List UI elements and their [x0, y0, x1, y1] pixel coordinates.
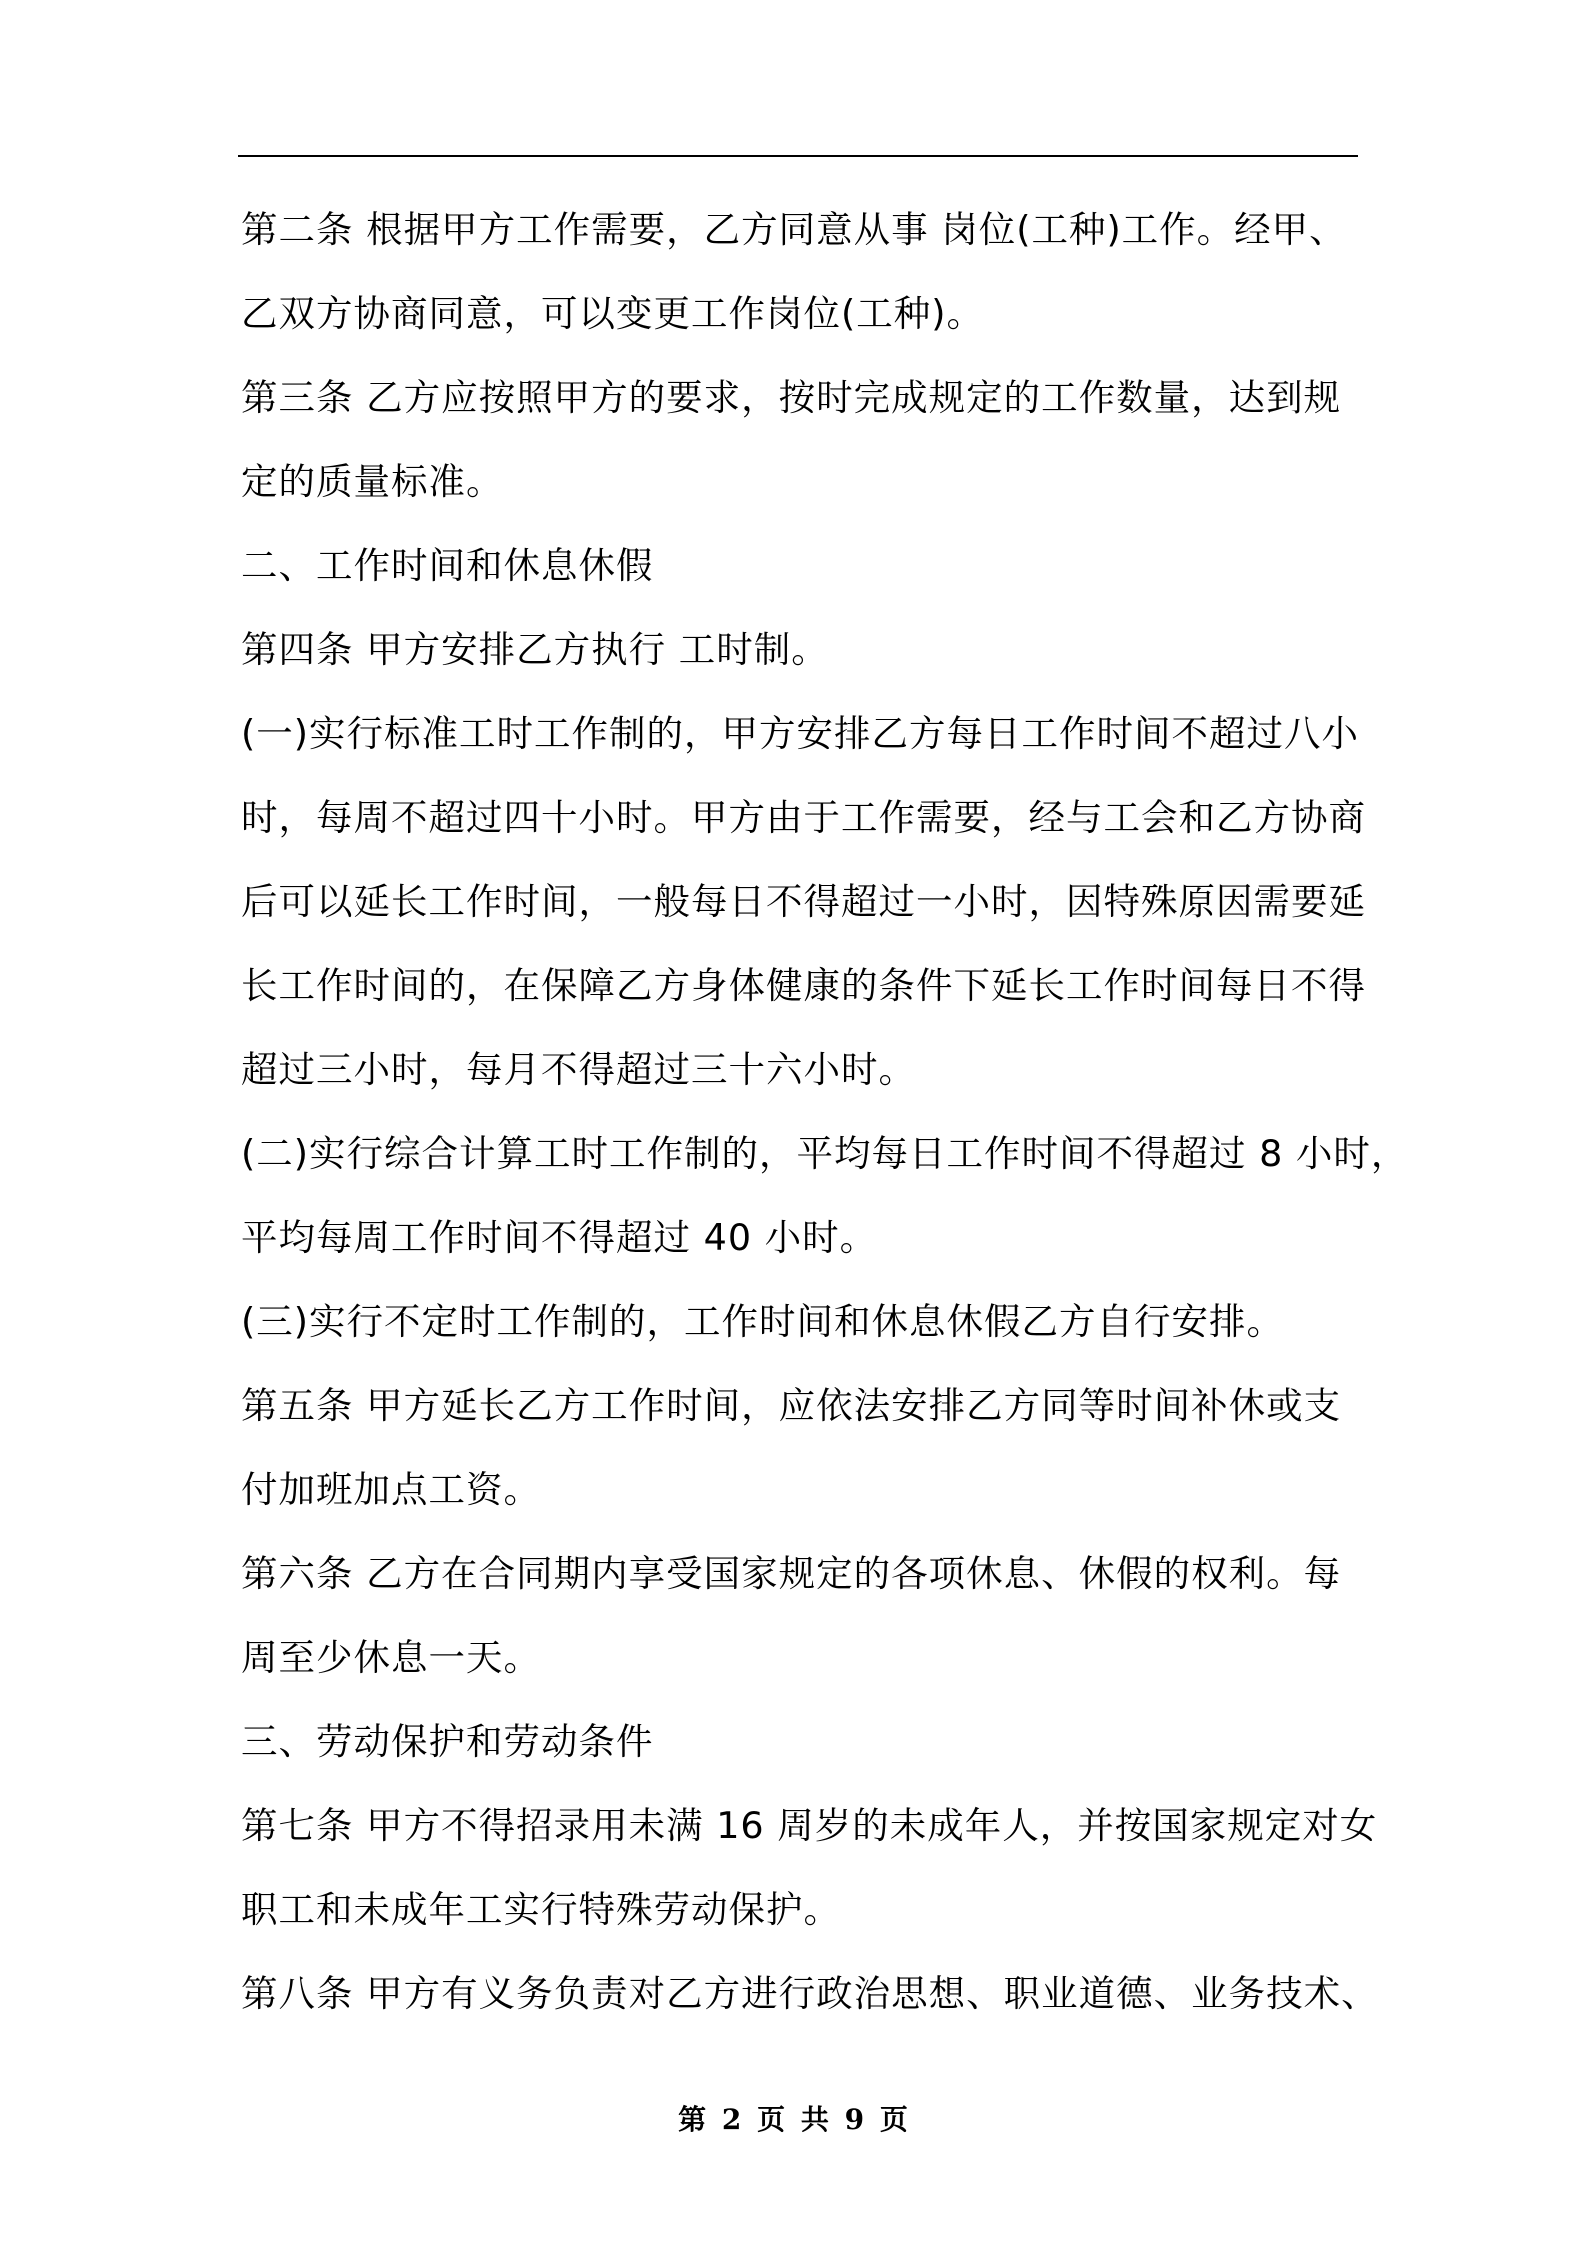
text-line: 第七条 甲方不得招录用未满 16 周岁的未成年人，并按国家规定对女 — [241, 1804, 1378, 1847]
text-line: 定的质量标准。 — [241, 460, 504, 503]
article-8 — [241, 1952, 1379, 2036]
text-line: 第六条 乙方在合同期内享受国家规定的各项休息、休假的权利。每 — [241, 1552, 1342, 1595]
text-line: (二)实行综合计算工时工作制的，平均每日工作时间不得超过 8 小时， — [241, 1132, 1409, 1175]
article-2 — [241, 188, 1371, 356]
text-line: 付加班加点工资。 — [241, 1468, 541, 1511]
text-line: 长工作时间的，在保障乙方身体健康的条件下延长工作时间每日不得 — [241, 964, 1366, 1007]
article-5 — [241, 1364, 1371, 1532]
text-line: 第四条 甲方安排乙方执行 工时制。 — [241, 628, 829, 671]
page-number-footer — [0, 2098, 1586, 2138]
text-line: 职工和未成年工实行特殊劳动保护。 — [241, 1888, 841, 1931]
article-3 — [241, 356, 1371, 524]
text-line: 乙双方协商同意，可以变更工作岗位(工种)。 — [241, 292, 984, 335]
text-line: 第五条 甲方延长乙方工作时间，应依法安排乙方同等时间补休或支 — [241, 1384, 1342, 1427]
section-heading: 二、工作时间和休息休假 — [241, 544, 654, 587]
text-line: 第二条 根据甲方工作需要，乙方同意从事 岗位(工种)工作。经甲、 — [241, 208, 1347, 251]
text-line: 时，每周不超过四十小时。甲方由于工作需要，经与工会和乙方协商 — [241, 796, 1366, 839]
page-number-text: 第 2 页 共 9 页 — [678, 2103, 908, 2136]
article-7 — [241, 1784, 1378, 1952]
text-line: (一)实行标准工时工作制的，甲方安排乙方每日工作时间不超过八小 — [241, 712, 1359, 755]
text-line: 周至少休息一天。 — [241, 1636, 541, 1679]
text-line: 第八条 甲方有义务负责对乙方进行政治思想、职业道德、业务技术、 — [241, 1972, 1379, 2015]
text-line: 平均每周工作时间不得超过 40 小时。 — [241, 1216, 878, 1259]
header-rule — [238, 155, 1358, 157]
section-heading-3 — [241, 1700, 1371, 1784]
clause-4-2 — [241, 1112, 1409, 1280]
text-line: 第三条 乙方应按照甲方的要求，按时完成规定的工作数量，达到规 — [241, 376, 1342, 419]
section-heading-2 — [241, 524, 1371, 608]
text-line: 超过三小时，每月不得超过三十六小时。 — [241, 1048, 916, 1091]
document-body — [241, 188, 1409, 2036]
text-line: (三)实行不定时工作制的，工作时间和休息休假乙方自行安排。 — [241, 1300, 1284, 1343]
clause-4-1 — [241, 692, 1371, 1112]
article-6 — [241, 1532, 1371, 1700]
section-heading: 三、劳动保护和劳动条件 — [241, 1720, 654, 1763]
clause-4-3 — [241, 1280, 1371, 1364]
text-line: 后可以延长工作时间，一般每日不得超过一小时，因特殊原因需要延 — [241, 880, 1366, 923]
article-4 — [241, 608, 1371, 692]
